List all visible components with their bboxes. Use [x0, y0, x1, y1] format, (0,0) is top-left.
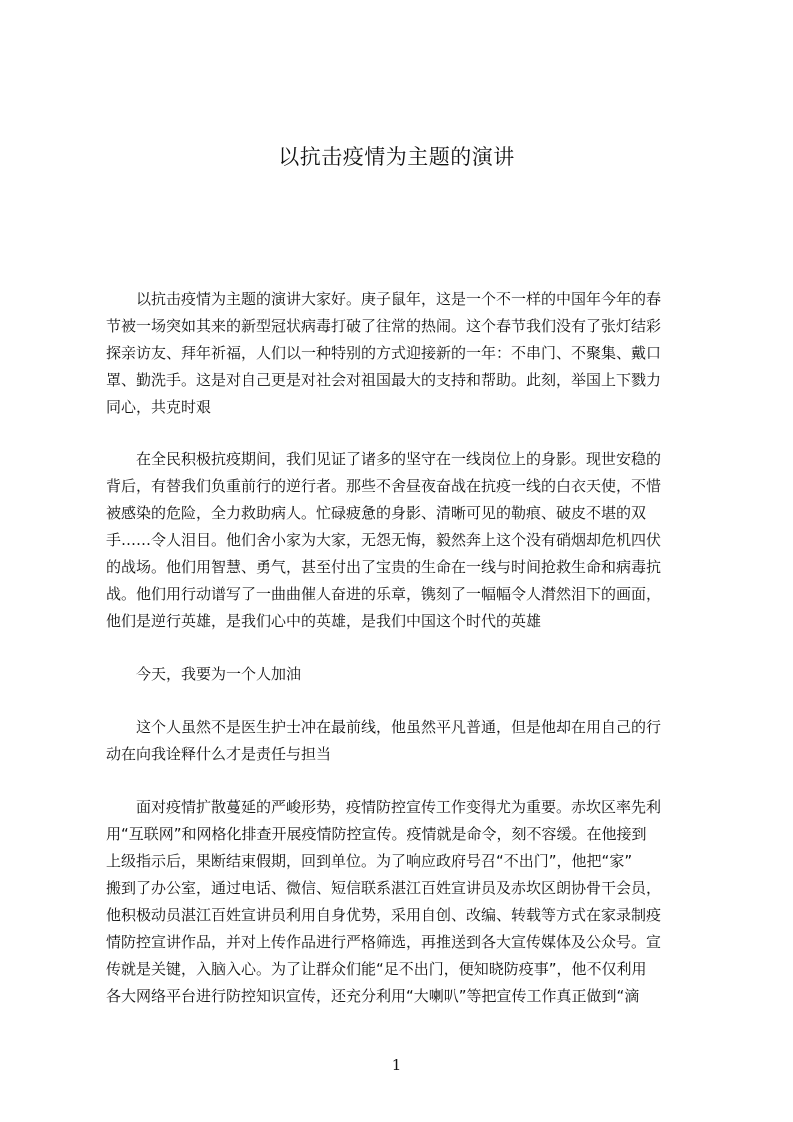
document-title: 以抗击疫情为主题的演讲	[278, 145, 515, 169]
paragraph-line: 以抗击疫情为主题的演讲大家好。庚子鼠年，这是一个不一样的中国年今年的春	[136, 290, 662, 308]
paragraph-line: 搬到了办公室，通过电话、微信、短信联系湛江百姓宣讲员及赤坎区朗协骨干会员，	[106, 879, 662, 897]
paragraph-5	[106, 794, 700, 1010]
paragraph-line: 面对疫情扩散蔓延的严峻形势，疫情防控宣传工作变得尤为重要。赤坎区率先利	[136, 798, 662, 816]
paragraph-line: 在全民积极抗疫期间，我们见证了诸多的坚守在一线岗位上的身影。现世安稳的	[136, 450, 662, 468]
paragraph-line: 的战场。他们用智慧、勇气，甚至付出了宝贵的生命在一线与时间抢救生命和病毒抗	[106, 558, 662, 576]
paragraph-line: 背后，有替我们负重前行的逆行者。那些不舍昼夜奋战在抗疫一线的白衣天使，不惜	[106, 477, 662, 495]
paragraph-line: 今天，我要为一个人加油	[136, 665, 302, 683]
paragraph-line: 他积极动员湛江百姓宣讲员利用自身优势，采用自创、改编、转载等方式在家录制疫	[106, 906, 662, 924]
paragraph-1	[106, 286, 700, 421]
paragraph-line: 罩、勤洗手。这是对自己更是对社会对祖国最大的支持和帮助。此刻，举国上下戮力	[106, 371, 662, 389]
paragraph-line: 被感染的危险，全力救助病人。忙碌疲惫的身影、清晰可见的勒痕、破皮不堪的双	[106, 504, 647, 522]
paragraph-line: 节被一场突如其来的新型冠状病毒打破了往常的热闹。这个春节我们没有了张灯结彩	[106, 317, 662, 335]
paragraph-line: 这个人虽然不是医生护士冲在最前线，他虽然平凡普通，但是他却在用自己的行	[136, 718, 662, 736]
paragraph-line: 手……令人泪目。他们舍小家为大家，无怨无悔，毅然奔上这个没有硝烟却危机四伏	[106, 531, 662, 549]
paragraph-line: 上级指示后，果断结束假期，回到单位。为了响应政府号召“不出门”，他把“家”	[106, 852, 633, 870]
paragraph-line: 探亲访友、拜年祈福，人们以一种特别的方式迎接新的一年：不串门、不聚集、戴口	[106, 344, 662, 362]
paragraph-line: 同心，共克时艰	[106, 398, 212, 416]
paragraph-4	[106, 714, 700, 768]
page-number: 1	[391, 1056, 402, 1074]
paragraph-line: 动在向我诠释什么才是责任与担当	[106, 745, 332, 763]
paragraph-2	[106, 446, 700, 635]
paragraph-line: 各大网络平台进行防控知识宣传，还充分利用“大喇叭”等把宣传工作真正做到“滴	[106, 987, 640, 1005]
paragraph-line: 他们是逆行英雄，是我们心中的英雄，是我们中国这个时代的英雄	[106, 612, 542, 630]
paragraph-line: 情防控宣讲作品，并对上传作品进行严格筛选，再推送到各大宣传媒体及公众号。宣	[106, 933, 662, 951]
paragraph-line: 战。他们用行动谱写了一曲曲催人奋进的乐章，镌刻了一幅幅令人潸然泪下的画面，	[106, 585, 662, 603]
paragraph-3	[106, 661, 700, 688]
paragraph-line: 传就是关键，入脑入心。为了让群众们能“足不出门，便知晓防疫事”，他不仅利用	[106, 960, 647, 978]
paragraph-line: 用“互联网”和网格化排查开展疫情防控宣传。疫情就是命令，刻不容缓。在他接到	[106, 825, 647, 843]
